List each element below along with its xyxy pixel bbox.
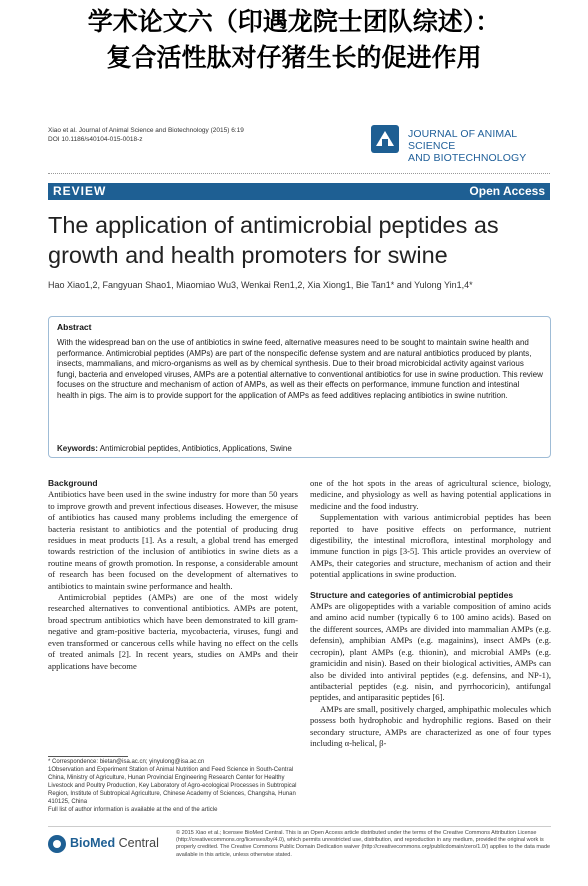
review-label: REVIEW [53, 184, 107, 198]
open-access-label[interactable]: Open Access [469, 184, 545, 198]
author-list: Hao Xiao1,2, Fangyuan Shao1, Miaomiao Wu3, Wenkai Ren1,2, Xia Xiong1, Bie Tan1* and Yulong Yin1,4* [48, 280, 473, 290]
bmc-light: Central [115, 836, 159, 850]
background-paragraph-1: Antibiotics have been used in the swine industry for more than 50 years to improve growth and prevent infectious diseases. However, the misuse of antibiotics has caused many problems including the emergence of bacteria resistant to antibiotics and the potential of producing drug residues in meat products [1]. As a result, a global trend has emerged towards restriction of the inclusion of antibiotics in swine diets as a routine means of growth promotion. In response, a considerable amount of research has been focused on the development of alternatives to antibiotics to maintain swine performance and health. [48, 489, 298, 591]
background-paragraph-2: Antimicrobial peptides (AMPs) are one of the most widely researched alternatives to conventional antibiotics. AMPs are potent, broad spectrum antibiotics which have been demonstrated to kill gram-negative and gram-positive bacteria, mycobacteria, viruses, fungi and even transformed or cancerous cells while having no effect on the cells of treated animals [2]. In recent years, studies on AMPs and their applications have become [48, 592, 298, 671]
biomed-central-wordmark [70, 836, 159, 850]
journal-logo-block [370, 124, 555, 164]
header-divider [48, 173, 550, 174]
citation-doi: DOI 10.1186/s40104-015-0018-z [48, 136, 143, 143]
journal-logo-icon [370, 124, 400, 154]
bmc-bold: BioMed [70, 836, 116, 850]
right-paragraph-1: one of the hot spots in the areas of agricultural science, biology, medicine, and physiology as well as having potential applications in medicine and the food industry. [310, 478, 551, 511]
keywords-list: Antimicrobial peptides, Antibiotics, Applications, Swine [99, 444, 292, 453]
correspondence-line: * Correspondence: bietan@isa.ac.cn; yinyulong@isa.ac.cn [48, 759, 205, 765]
abstract-text: With the widespread ban on the use of antibiotics in swine feed, alternative measures need to be sought to maintain swine health and performance. Antimicrobial peptides (AMPs) are part of the nonspecific defense system and are natural antibiotics produced by plants, insects, mammalians, and micro-organisms as well as by chemical synthesis. Due to their broad microbicidal activity against various fungi, bacteria and enveloped viruses, AMPs are a potential alternative to conventional antibiotics for use in swine production. This review focuses on the structure and mechanism of action of AMPs, as well as their effects on performance, immune function and intestinal health in pigs. The aim is to provide support for the application of AMPs as feed additives replacing antibiotics in swine nutrition. [57, 338, 543, 400]
footnote-divider [48, 756, 128, 757]
right-paragraph-2: Supplementation with various antimicrobial peptides has been reported to have positive effects on performance, nutrient digestibility, the intestinal microflora, intestinal morphology and immune function in pigs [3-5]. This article provides an overview of AMPs, their categories and structure, mechanism of action and their potential applications in swine production. [310, 512, 551, 580]
footnote [48, 758, 298, 814]
citation-line-1: Xiao et al. Journal of Animal Science and Biotechnology (2015) 6:19 [48, 127, 244, 134]
right-paragraph-4: AMPs are small, positively charged, amphipathic molecules which possess both hydrophobic and hydrophilic regions. Based on their secondary structure, AMPs are characterized as one of four types including α-helical, β- [310, 703, 551, 748]
article-title: The application of antimicrobial peptides as growth and health promoters for swine [48, 212, 499, 268]
keywords-line [57, 444, 292, 453]
affiliation-text: 1Observation and Experiment Station of Animal Nutrition and Feed Science in South-Central China, Ministry of Agriculture, Hunan Provincial Engineering Research Center for Healthy Livestock and Poultry Production, Key Laboratory of Agro-ecological Processes in Subtropical Region, Institute of Subtropical Agriculture, Chinese Academy of Sciences, Changsha, Hunan 410125, China [48, 767, 297, 805]
abstract-heading: Abstract [57, 322, 92, 332]
right-paragraph-3: AMPs are oligopeptides with a variable composition of amino acids and amino acid number (typically 6 to 100 amino acids). Based on the different sources, AMPs are divided into mammalian AMPs (e.g. defensin), amphibian AMPs (e.g. magainins), insect AMPs (e.g. cecropin), plant AMPs (e.g. thionin), and microbial AMPs (e.g. gramicidin and nisin). Based on their biological activities, AMPs can also be divided into antiviral peptides (e.g. defensins, and NP-1), antibacterial peptides (e.g. nisin, and pyrrhocoricin), antifungal peptides, and antiparasitic peptides [6]. [310, 601, 551, 703]
biomed-central-logo [48, 832, 168, 854]
body-column-left [48, 478, 298, 672]
banner-line-2: 复合活性肽对仔猪生长的促进作用 [106, 43, 482, 72]
journal-name-line-1: JOURNAL OF ANIMAL SCIENCE [408, 128, 517, 152]
journal-name [408, 128, 555, 164]
abstract-box [48, 316, 551, 458]
background-heading: Background [48, 478, 98, 488]
citation [48, 126, 244, 144]
journal-name-line-2: AND BIOTECHNOLOGY [408, 152, 527, 164]
author-info-note: Full list of author information is available at the end of the article [48, 807, 218, 813]
keywords-label: Keywords: [57, 444, 98, 453]
license-text: © 2015 Xiao et al.; licensee BioMed Central. This is an Open Access article distributed under the terms of the Creative Commons Attribution License (http://creativecommons.org/licenses/by/4.0), which permits unrestricted use, distribution, and reproduction in any medium, provided the original work is properly credited. The Creative Commons Public Domain Dedication waiver (http://creativecommons.org/publicdomain/zero/1.0/) applies to the data made available in this article, unless otherwise stated. [176, 830, 551, 858]
banner-line-1: 学术论文六（印遇龙院士团队综述）： [87, 7, 501, 36]
body-column-right [310, 478, 551, 749]
footer-divider [48, 826, 551, 827]
structure-heading: Structure and categories of antimicrobial peptides [310, 589, 514, 600]
review-bar [48, 183, 550, 200]
biomed-central-icon [48, 835, 66, 853]
